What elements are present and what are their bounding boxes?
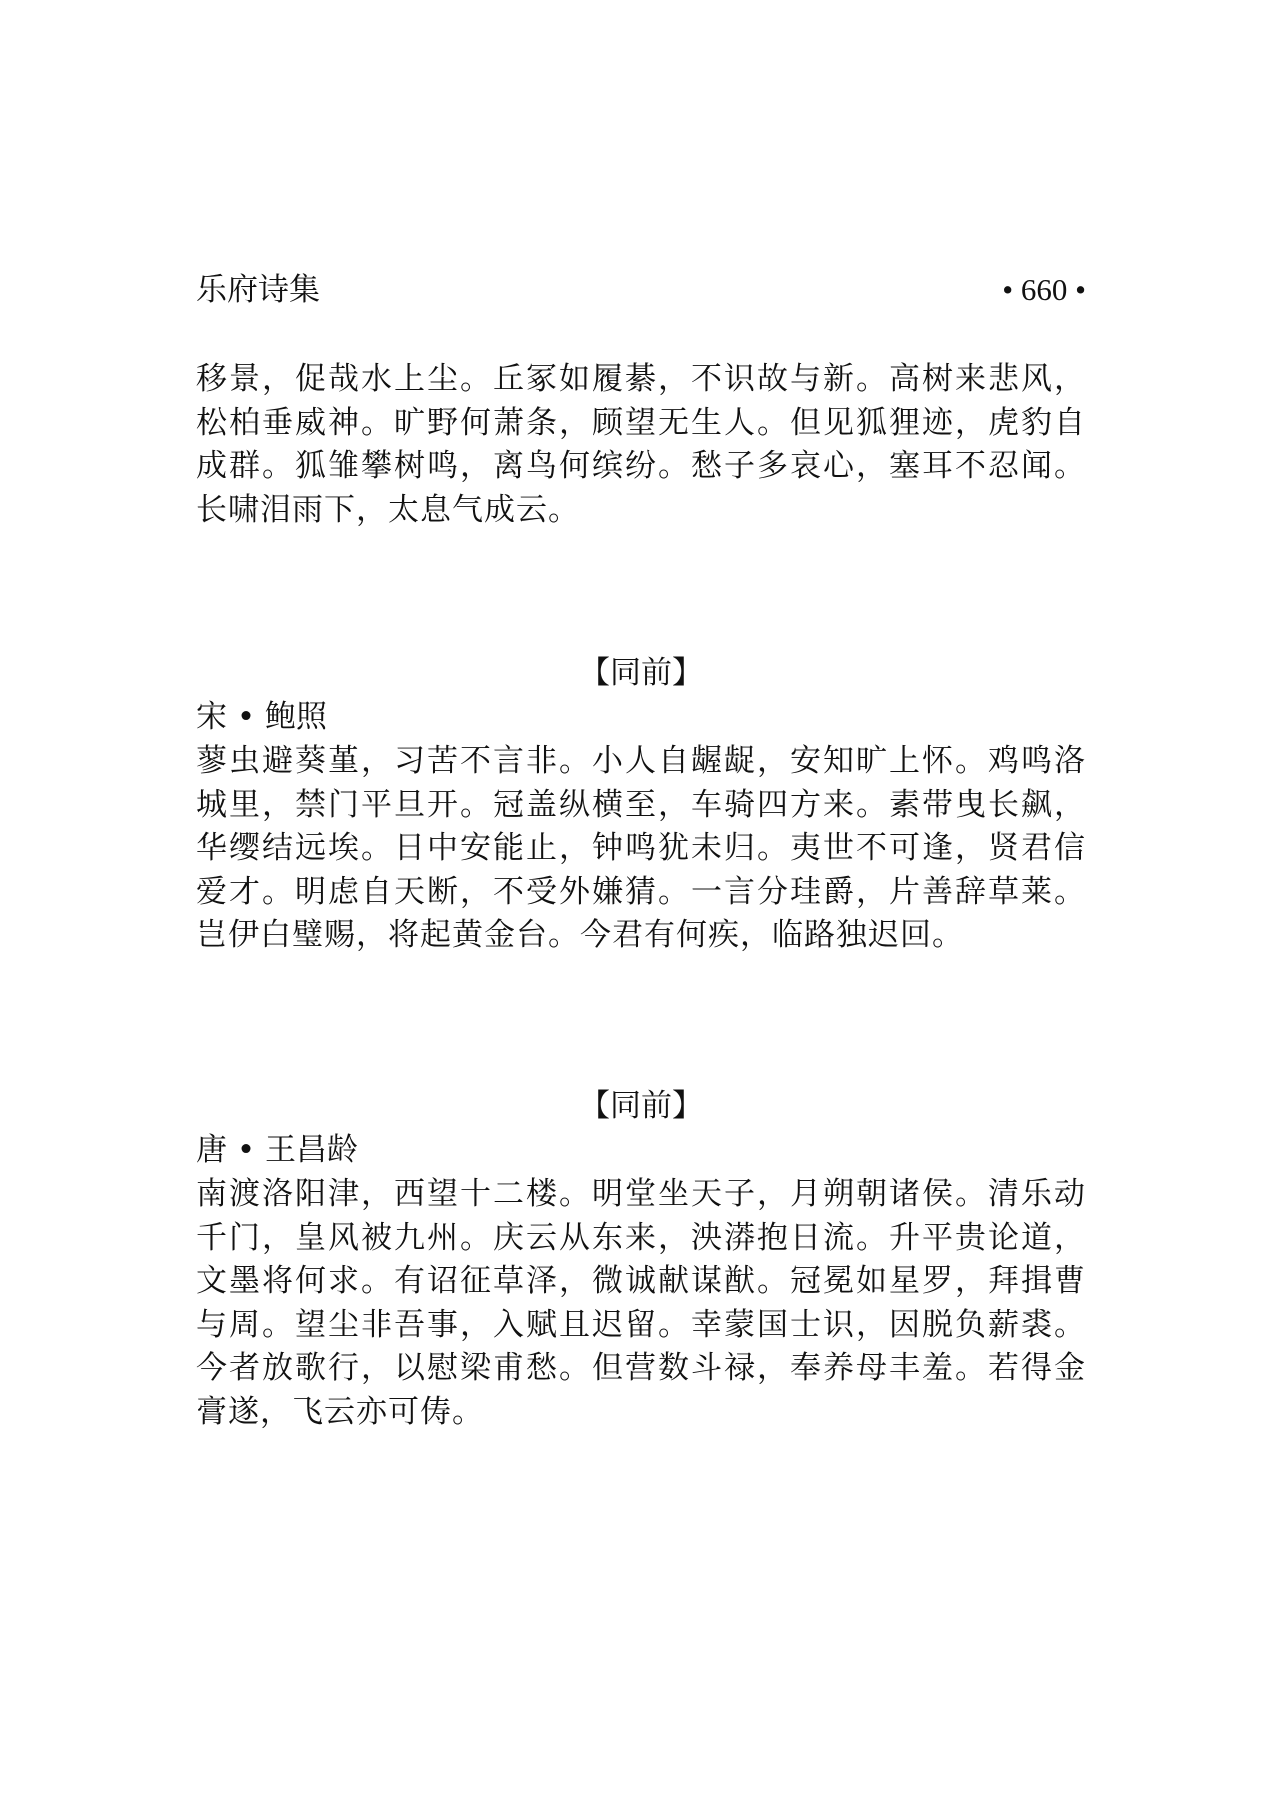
poem-section-wang-changling [196, 1085, 1086, 1434]
running-header [196, 268, 1086, 312]
poem-text: 移景，促哉水上尘。丘冢如履綦，不识故与新。高树来悲风，松柏垂威神。旷野何萧条，顾望无生人。但见狐狸迹，虎豹自成群。狐雏攀树鸣，离鸟何缤纷。愁子多哀心，塞耳不忍闻。长啸泪雨下，太息气成云。 [196, 361, 1086, 528]
poem-continuation [196, 358, 1086, 532]
poem-author: 唐 • 王昌龄 [196, 1132, 358, 1168]
section-title: 【同前】 [579, 655, 703, 691]
poem-section-bao-zhao [196, 652, 1086, 958]
poem-text: 蓼虫避葵堇，习苦不言非。小人自龌龊，安知旷上怀。鸡鸣洛城里，禁门平旦开。冠盖纵横至，车骑四方来。素带曳长飙，华缨结远埃。日中安能止，钟鸣犹未归。夷世不可逢，贤君信爱才。明虑自天断，不受外嫌猜。一言分珪爵，片善辞草莱。岂伊白璧赐，将起黄金台。今君有何疾，临路独迟回。 [196, 743, 1086, 953]
page-number: • 660 • [1002, 272, 1086, 307]
book-title: 乐府诗集 [196, 272, 320, 308]
poem-text: 南渡洛阳津，西望十二楼。明堂坐天子，月朔朝诸侯。清乐动千门，皇风被九州。庆云从东来，泱漭抱日流。升平贵论道，文墨将何求。有诏征草泽，微诚献谋猷。冠冕如星罗，拜揖曹与周。望尘非吾事，入赋且迟留。幸蒙国士识，因脱负薪裘。今者放歌行，以慰梁甫愁。但营数斗禄，奉养母丰羞。若得金膏遂，飞云亦可俦。 [196, 1176, 1086, 1430]
section-title: 【同前】 [579, 1088, 703, 1124]
poem-author: 宋 • 鲍照 [196, 699, 327, 735]
